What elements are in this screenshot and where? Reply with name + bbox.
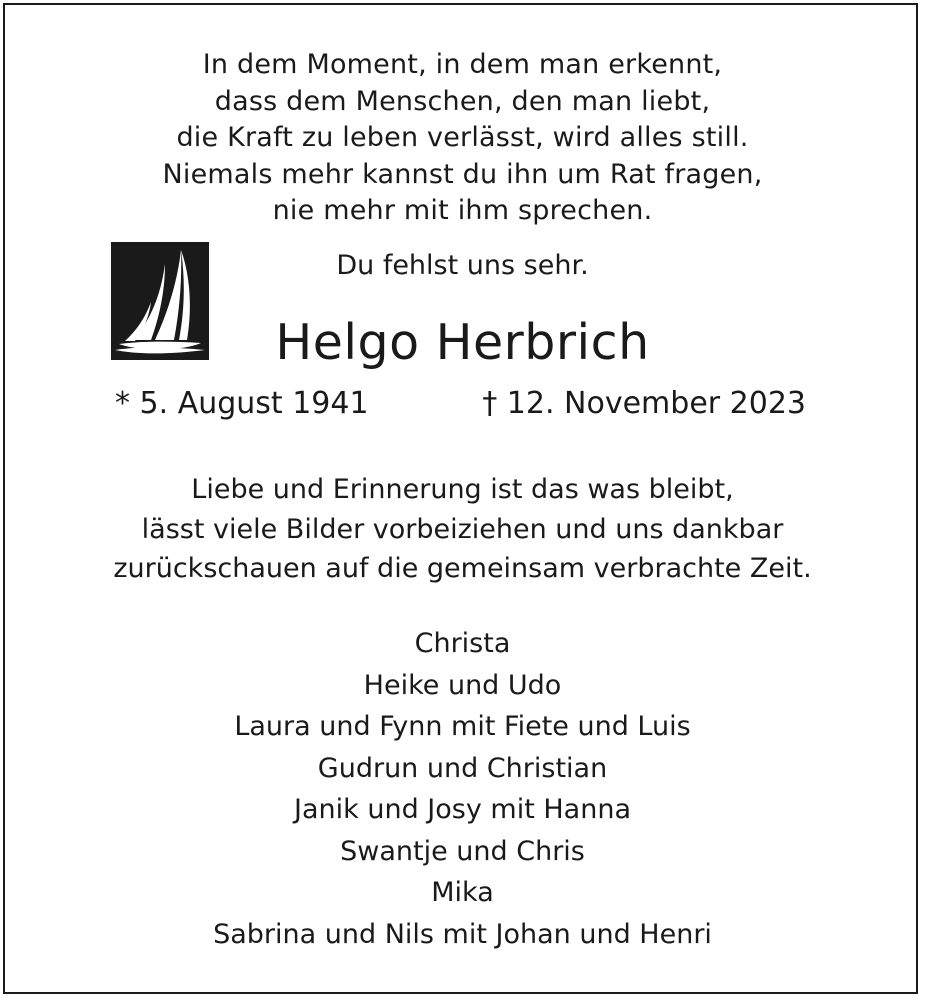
memory-line: zurückschauen auf die gemeinsam verbrachte Zeit. xyxy=(113,553,812,584)
family-member: Janik und Josy mit Hanna xyxy=(294,794,631,825)
family-member: Mika xyxy=(431,877,494,908)
family-member: Laura und Fynn mit Fiete und Luis xyxy=(234,711,691,742)
poem-line: nie mehr mit ihm sprechen. xyxy=(272,195,653,226)
family-list xyxy=(5,623,920,955)
missing-line: Du fehlst uns sehr. xyxy=(336,250,589,281)
family-member: Swantje und Chris xyxy=(340,835,585,867)
deceased-name: Helgo Herbrich xyxy=(275,314,650,371)
poem-line: Niemals mehr kannst du ihn um Rat fragen, xyxy=(162,158,763,190)
birth-date: * 5. August 1941 xyxy=(115,386,369,421)
poem xyxy=(5,47,920,230)
memory-text xyxy=(5,470,920,589)
memory-line: Liebe und Erinnerung ist das was bleibt, xyxy=(191,474,734,505)
family-member: Gudrun und Christian xyxy=(317,752,608,784)
poem-line: die Kraft zu leben verlässt, wird alles still. xyxy=(176,122,749,153)
family-member: Sabrina und Nils mit Johan und Henri xyxy=(213,918,712,950)
poem-line: dass dem Menschen, den man liebt, xyxy=(214,85,711,117)
family-member: Christa xyxy=(414,628,511,659)
family-member: Heike und Udo xyxy=(363,669,562,701)
memory-line: lässt viele Bilder vorbeiziehen und uns dankbar xyxy=(141,513,784,545)
obituary-frame xyxy=(3,3,918,994)
death-date: † 12. November 2023 xyxy=(482,386,806,421)
poem-line: In dem Moment, in dem man erkennt, xyxy=(202,49,723,80)
